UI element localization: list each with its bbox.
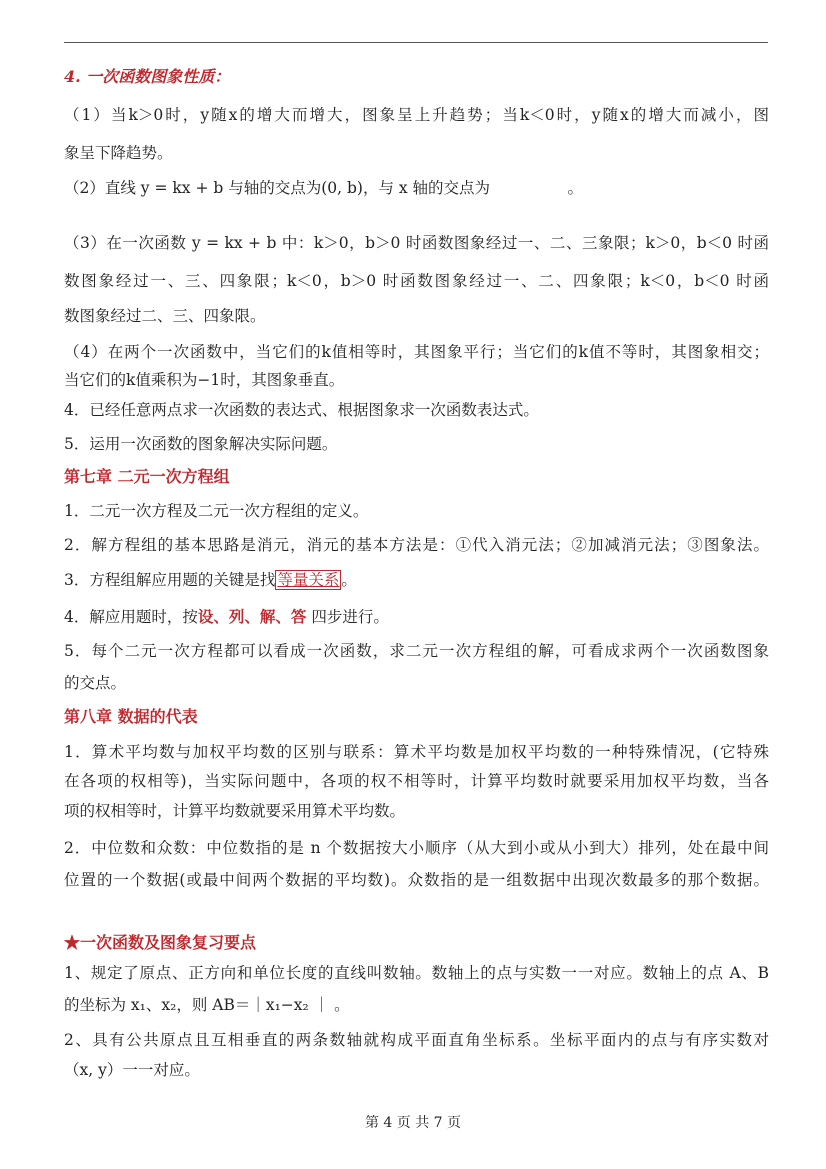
paragraph-line: 1．二元一次方程及二元一次方程组的定义。	[64, 502, 369, 520]
paragraph-line: （1）当k＞0时，y随x的增大而增大，图象呈上升趋势；当k＜0时，y随x的增大而减小，图	[64, 106, 769, 124]
paragraph-line: 2．解方程组的基本思路是消元，消元的基本方法是：①代入消元法；②加减消元法；③图象法。	[64, 536, 769, 554]
paragraph-line: （2）直线 y = kx + b 与轴的交点为(0, b)，与 x 轴的交点为 。	[64, 179, 584, 197]
page-footer: 第 4 页 共 7 页	[364, 1115, 462, 1131]
highlight-box: 等量关系	[277, 571, 340, 589]
paragraph-line: 在各项的权相等)，当实际问题中，各项的权不相等时，计算平均数时就要采用加权平均数，当各	[64, 772, 769, 790]
paragraph-line: 5．运用一次函数的图象解决实际问题。	[64, 435, 338, 453]
chapter-heading: 第八章 数据的代表	[64, 707, 198, 726]
paragraph-line: （3）在一次函数 y = kx + b 中：k＞0，b＞0 时函数图象经过一、二、三象限；k＞0，b＜0 时函	[64, 234, 769, 252]
paragraph-line: 1、规定了原点、正方向和单位长度的直线叫数轴。数轴上的点与实数一一对应。数轴上的点 A、B	[64, 964, 769, 982]
paragraph-line: 数图象经过一、三、四象限；k＜0，b＞0 时函数图象经过一、二、四象限；k＜0，b＜0 时函	[64, 272, 769, 290]
header-rule	[64, 42, 768, 43]
paragraph-line: （x, y）一一对应。	[64, 1061, 200, 1079]
paragraph-line: 位置的一个数据(或最中间两个数据的平均数)。众数指的是一组数据中出现次数最多的那个数据。	[64, 871, 769, 889]
paragraph-line: 1．算术平均数与加权平均数的区别与联系：算术平均数是加权平均数的一种特殊情况，(它特殊	[64, 743, 769, 761]
highlight-text: 设、列、解、答	[197, 607, 307, 626]
paragraph-line: 2．中位数和众数：中位数指的是 n 个数据按大小顺序（从大到小或从小到大）排列，处在最中间	[64, 839, 769, 857]
text: 四步进行。	[306, 608, 389, 626]
paragraph-line: 象呈下降趋势。	[64, 144, 173, 162]
text: 3．方程组解应用题的关键是找	[64, 571, 276, 589]
paragraph-line	[64, 606, 769, 628]
paragraph-line: 2、具有公共原点且互相垂直的两条数轴就构成平面直角坐标系。坐标平面内的点与有序实数对	[64, 1031, 769, 1049]
text: 4．解应用题时，按	[64, 608, 198, 626]
chapter-heading: 第七章 二元一次方程组	[64, 467, 230, 486]
paragraph-line: 数图象经过二、三、四象限。	[64, 307, 266, 325]
paragraph-line: 的坐标为 x₁、x₂，则 AB＝｜x₁−x₂ ｜ 。	[64, 996, 350, 1014]
paragraph-line: 5．每个二元一次方程都可以看成一次函数，求二元一次方程组的解，可看成求两个一次函数图象	[64, 642, 769, 660]
paragraph-line: 项的权相等时，计算平均数就要采用算术平均数。	[64, 802, 406, 820]
paragraph-line: 4．已经任意两点求一次函数的表达式、根据图象求一次函数表达式。	[64, 401, 539, 419]
paragraph-line: 的交点。	[64, 674, 127, 692]
paragraph-line: （4）在两个一次函数中，当它们的k值相等时，其图象平行；当它们的k值不等时，其图象相交；	[64, 343, 769, 361]
paragraph-line	[64, 569, 769, 591]
review-heading: ★一次函数及图象复习要点	[64, 933, 257, 952]
text: 。	[341, 571, 357, 589]
paragraph-line: 当它们的k值乘积为−1时，其图象垂直。	[64, 371, 345, 389]
section-heading: 4. 一次函数图象性质：	[64, 67, 231, 86]
